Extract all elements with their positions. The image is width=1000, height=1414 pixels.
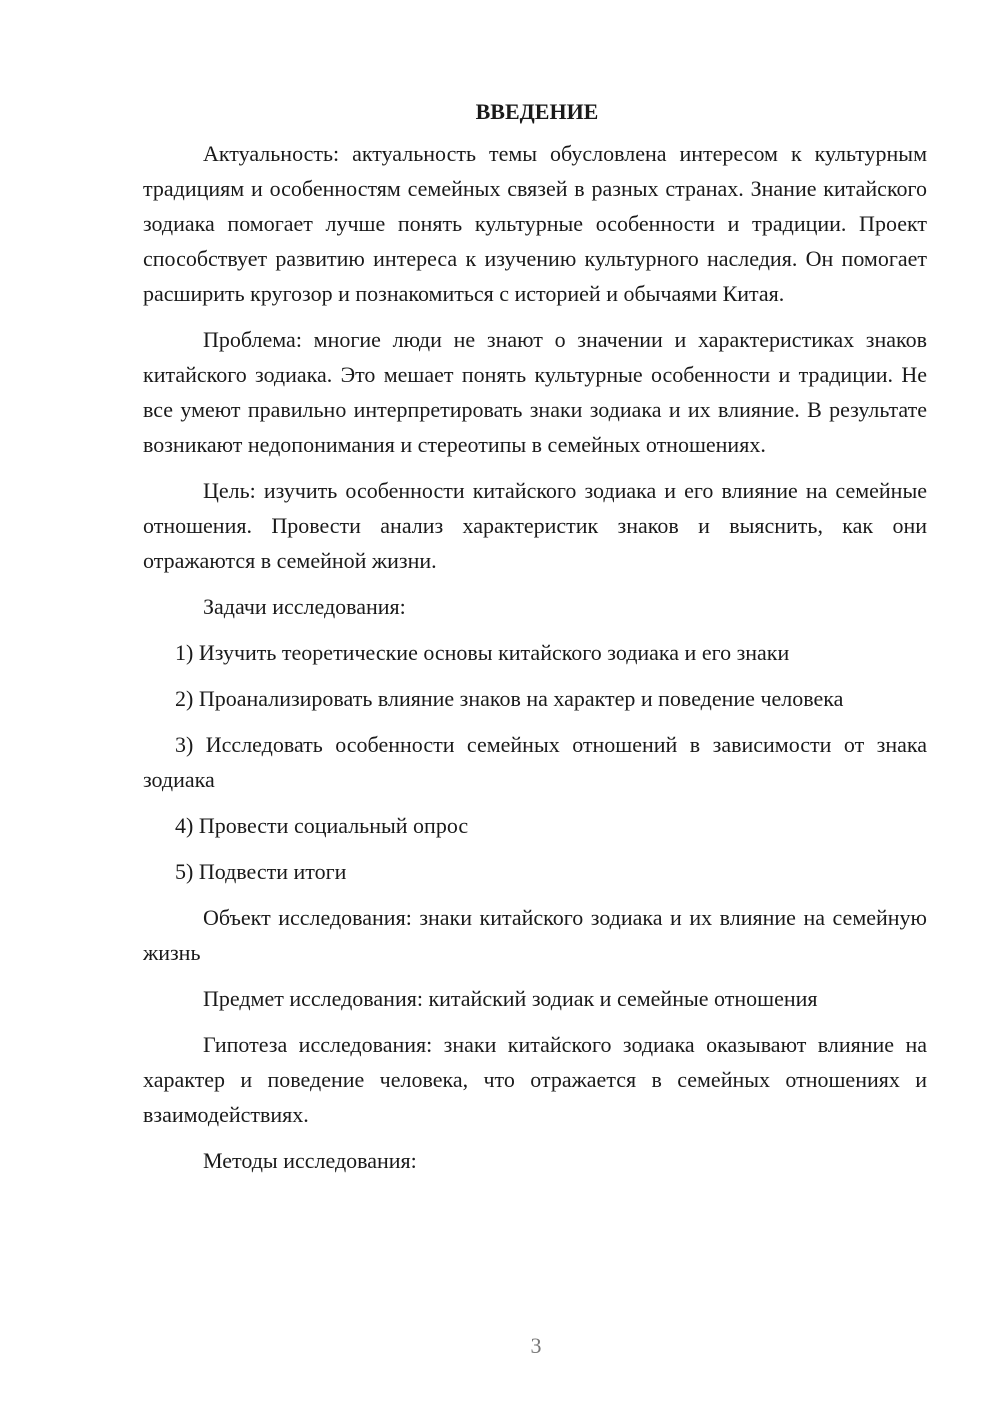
page-title: ВВЕДЕНИЕ: [475, 99, 599, 124]
object-paragraph: Объект исследования: знаки китайского зодиака и их влияние на семейную жизнь: [143, 905, 927, 965]
goal-paragraph: Цель: изучить особенности китайского зодиака и его влияние на семейные отношения. Провести анализ характеристик знаков и выяснить, как они отражаются в семейной жизни.: [143, 478, 927, 573]
tasks-heading: Задачи исследования:: [203, 594, 406, 619]
methods-heading: Методы исследования:: [203, 1148, 417, 1173]
problem-paragraph: Проблема: многие люди не знают о значении и характеристиках знаков китайского зодиака. Это мешает понять культурные особенности и традиции. Не все умеют правильно интерпретировать знаки зодиака и их влияние. В результате возникают недопонимания и стереотипы в семейных отношениях.: [143, 327, 927, 457]
task-item: 2) Проанализировать влияние знаков на характер и поведение человека: [175, 686, 844, 711]
page-content: [143, 94, 927, 1178]
task-item: 1) Изучить теоретические основы китайского зодиака и его знаки: [175, 640, 790, 665]
page-number: 3: [530, 1333, 542, 1358]
relevance-paragraph: Актуальность: актуальность темы обусловлена интересом к культурным традициям и особенностям семейных связей в разных странах. Знание китайского зодиака помогает лучше понять культурные особенности и традиции. Проект способствует развитию интереса к изучению культурного наследия. Он помогает расширить кругозор и познакомиться с историей и обычаями Китая.: [143, 141, 927, 306]
subject-paragraph: Предмет исследования: китайский зодиак и семейные отношения: [203, 986, 818, 1011]
task-item: 3) Исследовать особенности семейных отношений в зависимости от знака зодиака: [143, 732, 927, 792]
task-item: 4) Провести социальный опрос: [175, 813, 469, 838]
hypothesis-paragraph: Гипотеза исследования: знаки китайского зодиака оказывают влияние на характер и поведение человека, что отражается в семейных отношениях и взаимодействиях.: [143, 1032, 927, 1127]
task-item: 5) Подвести итоги: [175, 859, 347, 884]
